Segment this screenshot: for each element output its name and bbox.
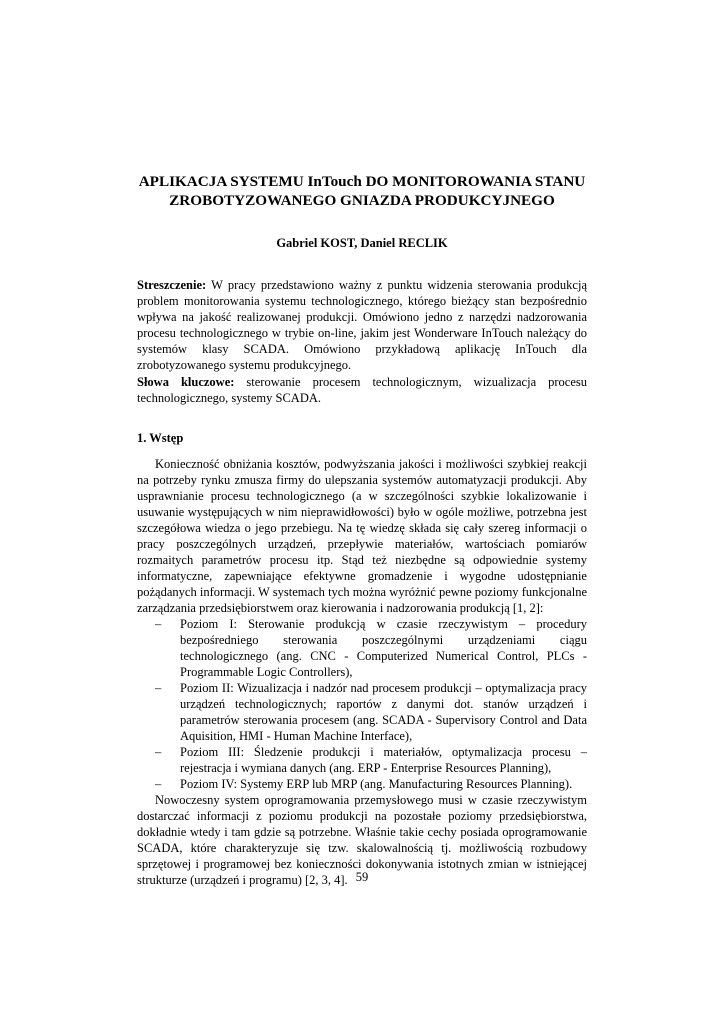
keywords-label: Słowa kluczowe:	[137, 375, 235, 389]
intro-paragraph: Konieczność obniżania kosztów, podwyższania jakości i możliwości szybkiej reakcji na potrzeby rynku zmusza firmy do ulepszania systemów automatyzacji produkcji. Aby usprawnianie procesu technologicznego (a w szczególności szybkie lokalizowanie i usuwanie występujących w nim nieprawidłowości) było w ogóle możliwe, potrzebna jest szczegółowa wiedza o jego przebiegu. Na tę wiedzę składa się cały szereg informacji o pracy poszczególnych urządzeń, przepływie materiałów, wartościach pomiarów rozmaitych parametrów procesu itp. Stąd też niezbędne są odpowiednie systemy informatyczne, zapewniające efektywne gromadzenie i wygodne udostępnianie pożądanych informacji. W systemach tych można wyróżnić pewne poziomy funkcjonalne zarządzania przedsiębiorstwem oraz kierowania i nadzorowania produkcją [1, 2]:	[137, 457, 587, 615]
authors: Gabriel KOST, Daniel RECLIK	[276, 236, 448, 250]
dash-bullet: –	[155, 681, 162, 695]
dash-bullet: –	[155, 745, 162, 759]
list-item-text: Poziom I: Sterowanie produkcją w czasie rzeczywistym – procedury bezpośredniego sterowania poszczególnymi urządzeniami ciągu technologicznego (ang. CNC - Computerized Numerical Control, PLCs - Programmable Logic Controllers),	[180, 617, 587, 679]
list-item	[137, 776, 587, 792]
list-item	[137, 616, 587, 680]
title-line-2: ZROBOTYZOWANEGO GNIAZDA PRODUKCYJNEGO	[169, 192, 555, 209]
dash-bullet: –	[155, 777, 162, 791]
list-item	[137, 744, 587, 776]
list-item-text: Poziom III: Śledzenie produkcji i materiałów, optymalizacja procesu – rejestracja i wymiana danych (ang. ERP - Enterprise Resources Planning),	[180, 745, 587, 775]
levels-list	[137, 616, 587, 792]
closing-paragraph: Nowoczesny system oprogramowania przemysłowego musi w czasie rzeczywistym dostarczać informacji z poziomu produkcji na pozostałe poziomy przedsiębiorstwa, dokładnie wtedy i tam gdzie są potrzebne. Właśnie takie cechy posiada oprogramowanie SCADA, które charakteryzuje się tzw. skalowalnością tj. możliwością rozbudowy sprzętowej i programowej bez konieczności dokonywania istotnych zmian w istniejącej strukturze (urządzeń i programu) [2, 3, 4].	[137, 793, 587, 887]
abstract-text: W pracy przedstawiono ważny z punktu widzenia sterowania produkcją problem monitorowania systemu technologicznego, którego bieżący stan bezpośrednio wpływa na jakość realizowanej produkcji. Omówiono jedno z narzędzi nadzorowania procesu technologicznego w trybie on-line, jakim jest Wonderware InTouch należący do systemów klasy SCADA. Omówiono przykładową aplikację InTouch dla zrobotyzowanego systemu produkcyjnego.	[137, 278, 587, 372]
paper-title	[137, 172, 587, 210]
list-item-text: Poziom II: Wizualizacja i nadzór nad procesem produkcji – optymalizacja pracy urządzeń technologicznych; raportów z danymi dot. stanów urządzeń i parametrów sterowania procesem (ang. SCADA - Supervisory Control and Data Aquisition, HMI - Human Machine Interface),	[180, 681, 587, 743]
page-number: 59	[355, 870, 369, 884]
list-item-text: Poziom IV: Systemy ERP lub MRP (ang. Manufacturing Resources Planning).	[180, 777, 573, 791]
list-item	[137, 680, 587, 744]
dash-bullet: –	[155, 617, 162, 631]
section-heading: 1. Wstęp	[137, 431, 184, 445]
section-body	[137, 456, 587, 888]
title-line-1: APLIKACJA SYSTEMU InTouch DO MONITOROWANIA STANU	[138, 173, 586, 190]
keywords	[137, 374, 587, 406]
abstract	[137, 277, 587, 373]
keywords-text: sterowanie procesem technologicznym, wizualizacja procesu technologicznego, systemy SCADA.	[137, 375, 587, 405]
abstract-label: Streszczenie:	[137, 278, 207, 292]
